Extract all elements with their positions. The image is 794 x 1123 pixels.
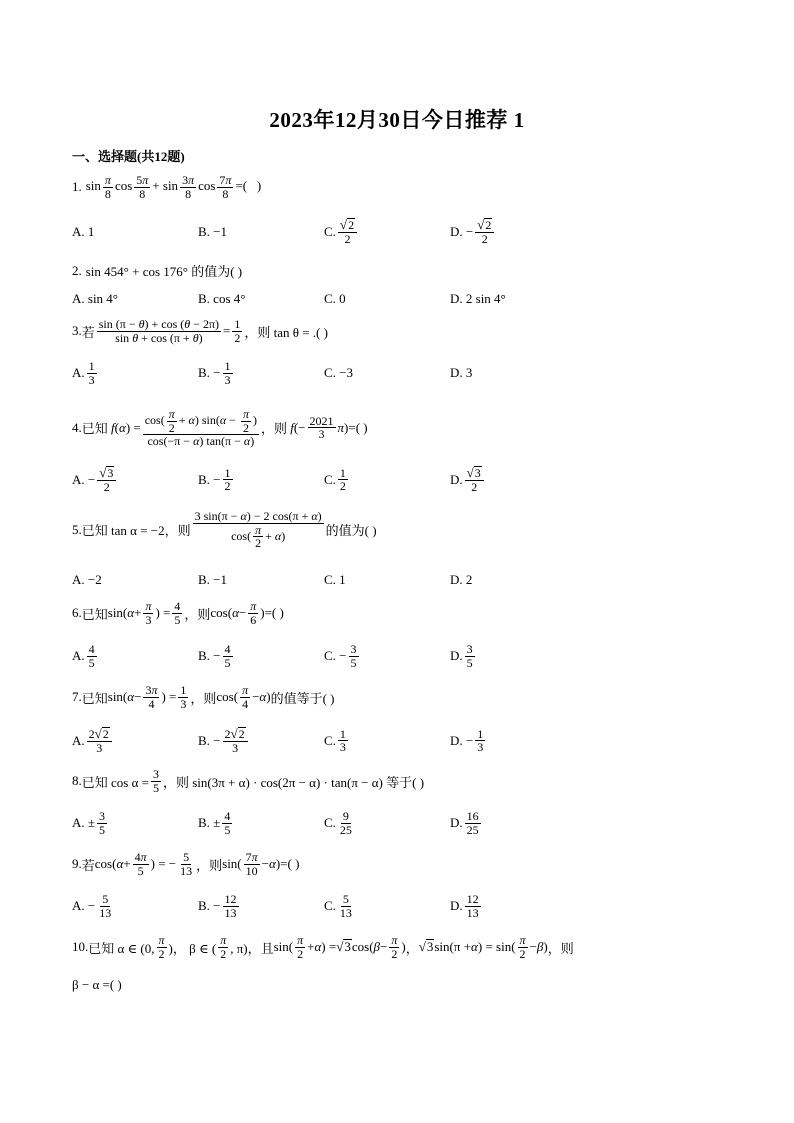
q9-options — [72, 893, 632, 919]
option-d[interactable]: D. − $\frac{1}{3}$ — [450, 726, 484, 755]
question-7: 7. 已知 sin( α − $\frac{3\pi}{4}$ ) = $\frac{1}{3}$ ，则 cos( $\frac{\pi}{4}$ − α ) 的值等于( ) — [72, 683, 335, 711]
option-b[interactable]: B. −1 — [198, 572, 228, 587]
question-10-line2: β − α =( ) — [72, 977, 122, 992]
q2-options — [72, 291, 632, 307]
option-b[interactable]: B. ± $\frac{4}{5}$ — [198, 809, 231, 837]
option-b[interactable]: B. − $\frac{1}{3}$ — [198, 359, 231, 387]
section-heading: 一、选择题(共12题) — [72, 149, 185, 164]
page-title: 2023年12月30日今日推荐 1 — [269, 108, 525, 132]
q4-options — [72, 466, 632, 494]
option-a[interactable]: A. $\frac{1}{3}$ — [72, 359, 95, 387]
option-d[interactable]: D. $\frac{3}{5}$ — [450, 642, 473, 670]
option-b[interactable]: B. cos 4° — [198, 291, 246, 306]
option-d[interactable]: D. 2 sin 4° — [450, 291, 506, 306]
q3-options — [72, 360, 632, 386]
option-d[interactable]: D. − √ 2 2 — [450, 218, 576, 246]
question-3: 3. 若 $\frac{\sin (\pi - \theta) + \cos (\theta - 2\pi)}{\text{sin θ + cos (π + θ)}}$ = $\frac{1}{2}$ ，则 tan θ = .( ) — [72, 317, 328, 345]
q1-expression: sin $\frac{\pi}{8}$ cos $\frac{5\pi}{8}$ + sin $\frac{3\pi}{8}$ cos $\frac{7\pi}{8}$ =( ) — [85, 173, 262, 201]
option-b[interactable]: B. − $\frac{1}{2}$ — [198, 465, 231, 494]
question-4: 4. 已知 f ( α ) = cos( $\frac{\pi}{2}$ + α) sin(α − $\frac{\pi}{2}$ ) cos(−π − α) tan(π − α) ，则 f (− $\frac{2021}{3}$ π ) =( ) — [72, 407, 368, 449]
q7-options — [72, 727, 632, 755]
option-d[interactable]: D. $\frac{16}{25}$ — [450, 809, 479, 837]
option-d[interactable]: D. $\frac{12}{13}$ — [450, 892, 479, 920]
option-c[interactable]: C. $\frac{9}{25}$ — [324, 809, 352, 837]
option-b[interactable]: B. − $\frac{12}{13}$ — [198, 892, 237, 920]
option-c[interactable]: C. $\frac{5}{13}$ — [324, 892, 352, 920]
q1-options — [72, 218, 632, 246]
option-a[interactable]: A. ± $\frac{3}{5}$ — [72, 809, 106, 837]
option-a[interactable]: A. $\frac{4}{5}$ — [72, 642, 95, 670]
question-5: 5. 已知 tan α = −2，则 3 sin(π − α) − 2 cos(π + α) cos( $\frac{\pi}{2}$ + α) 的值为( ) — [72, 509, 377, 551]
option-c[interactable]: C. 0 — [324, 291, 346, 306]
q8-options — [72, 810, 632, 836]
option-a[interactable]: A. 2 √ 2 3 — [72, 727, 198, 755]
option-a[interactable]: A. − √ 3 2 — [72, 466, 198, 494]
q5-options — [72, 572, 632, 588]
option-b[interactable]: B. − $\frac{4}{5}$ — [198, 642, 231, 670]
question-8: 8. 已知 cos α = $\frac{3}{5}$ ，则 sin(3π + α) · cos(2π − α) · tan(π − α) 等于( ) — [72, 767, 425, 795]
question-6: 6. 已知 sin( α + $\frac{\pi}{3}$ ) = $\frac{4}{5}$ ，则 cos( α − $\frac{\pi}{6}$ ) =( ) — [72, 599, 284, 627]
question-number: 1. — [72, 179, 82, 195]
question-9: 9. 若 cos( α + $\frac{4\pi}{5}$ ) = − $\frac{5}{13}$ ，则 sin( $\frac{7\pi}{10}$ − α ) =( ) — [72, 850, 300, 878]
option-d[interactable]: D. √ 3 2 — [450, 466, 576, 494]
option-a[interactable]: A. − $\frac{5}{13}$ — [72, 892, 112, 920]
option-b[interactable]: B. − 2 √ 2 3 — [198, 727, 324, 755]
q6-options — [72, 643, 632, 669]
option-a[interactable]: A. sin 4° — [72, 291, 119, 306]
question-1 — [72, 174, 261, 200]
option-a[interactable]: A. 1 — [72, 223, 95, 239]
question-10: 10. 已知 α ∈ (0, $\frac{\pi}{2}$ )， β ∈ ( $\frac{\pi}{2}$ , π)，且 sin( $\frac{\pi}{2}$ + α ) = √ 3 cos( β − $\frac{\pi}{2}$ ) ， √ 3 sin(π + α ) = sin( $\frac{\pi}{2}$ − β ) ，则 — [72, 933, 574, 961]
option-c[interactable]: C. $\frac{1}{3}$ — [324, 726, 346, 755]
option-c[interactable]: C. 1 — [324, 572, 346, 587]
option-c[interactable]: C. −3 — [324, 365, 354, 381]
option-c[interactable]: C. √ 2 2 — [324, 218, 450, 246]
option-c[interactable]: C. $\frac{1}{2}$ — [324, 465, 346, 494]
option-a[interactable]: A. −2 — [72, 572, 102, 587]
option-b[interactable]: B. −1 — [198, 223, 228, 239]
option-d[interactable]: D. 2 — [450, 572, 473, 587]
question-2: 2. sin 454° + cos 176° 的值为( ) — [72, 262, 243, 279]
option-c[interactable]: C. − $\frac{3}{5}$ — [324, 642, 357, 670]
option-d[interactable]: D. 3 — [450, 365, 473, 381]
